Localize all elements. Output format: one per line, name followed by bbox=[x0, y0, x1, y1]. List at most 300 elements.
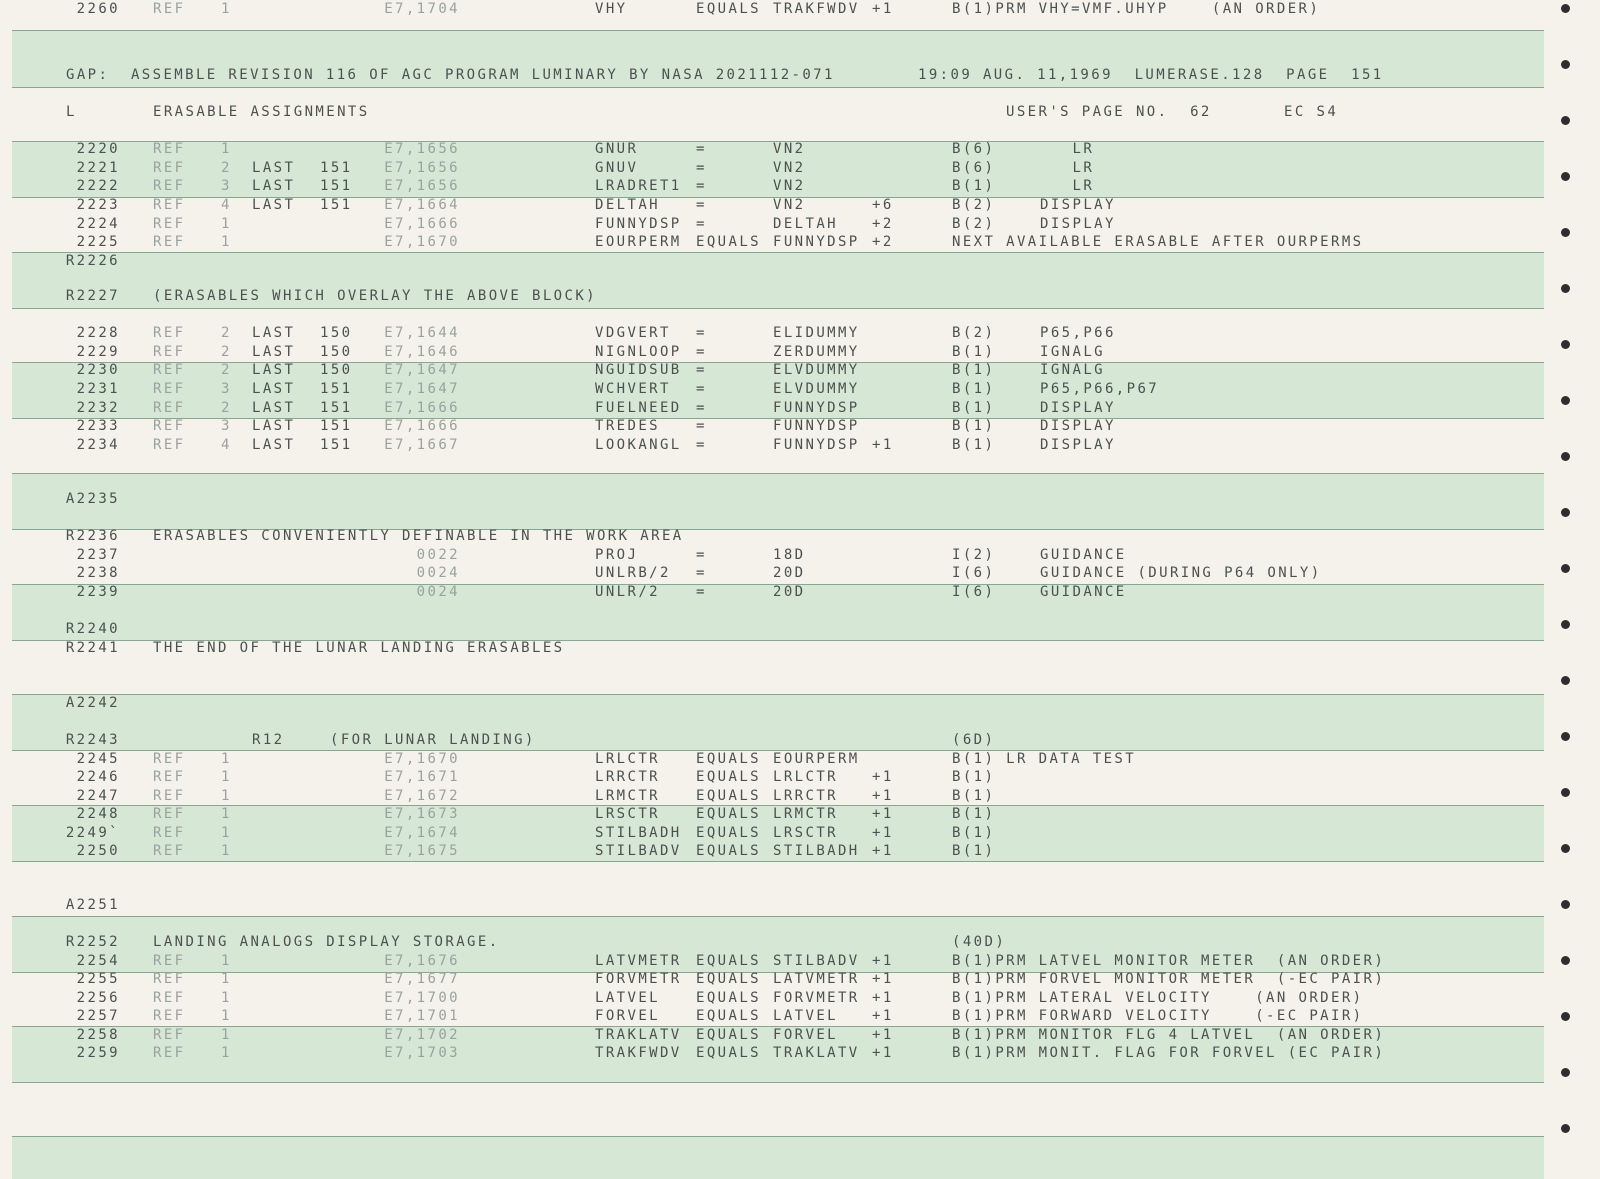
line-n: 2233 bbox=[76, 418, 120, 434]
line-op: EQUALS bbox=[696, 971, 761, 987]
line-n: 2234 bbox=[76, 437, 120, 453]
line-type: B(1)PRM FORVEL MONITOR METER (-EC PAIR) bbox=[952, 971, 1386, 987]
line-off: +1 bbox=[872, 1, 894, 17]
feed-hole bbox=[1561, 60, 1570, 69]
line-n: 2250 bbox=[76, 843, 120, 859]
line-cnt: 1 bbox=[221, 990, 232, 1006]
line-last: LAST bbox=[252, 362, 296, 378]
line-type: B(1)PRM MONIT. FLAG FOR FORVEL (EC PAIR) bbox=[952, 1045, 1386, 1061]
line-off: +1 bbox=[872, 806, 894, 822]
line-arg: VN2 bbox=[773, 160, 806, 176]
line-op: = bbox=[696, 178, 707, 194]
line-n: R2241 bbox=[65, 640, 120, 656]
line-n: A2242 bbox=[65, 695, 120, 711]
line-addr: 0024 bbox=[416, 565, 460, 581]
listing-line bbox=[0, 896, 1600, 915]
line-cnt: 1 bbox=[221, 843, 232, 859]
line-type: B(2) bbox=[952, 197, 996, 213]
line-cmt: LR bbox=[1040, 141, 1095, 157]
line-type: B(1) bbox=[952, 418, 996, 434]
line-ref: REF bbox=[153, 1008, 186, 1024]
line-last: LAST bbox=[252, 197, 296, 213]
line-lp: 151 bbox=[320, 437, 353, 453]
listing-line bbox=[0, 324, 1600, 343]
line-op: EQUALS bbox=[696, 1027, 761, 1043]
line-cnt: 1 bbox=[221, 1027, 232, 1043]
line-n: 2248 bbox=[76, 806, 120, 822]
line-type: B(1) LR DATA TEST bbox=[952, 751, 1137, 767]
line-addr: E7,1644 bbox=[384, 325, 460, 341]
line-op: = bbox=[696, 418, 707, 434]
line-addr: E7,1671 bbox=[384, 769, 460, 785]
line-arg: FUNNYDSP bbox=[773, 437, 860, 453]
line-addr: E7,1673 bbox=[384, 806, 460, 822]
line-sym: TREDES bbox=[595, 418, 660, 434]
line-last: LAST bbox=[252, 418, 296, 434]
line-arg: EOURPERM bbox=[773, 751, 860, 767]
line-n: R2243 bbox=[65, 732, 120, 748]
feed-hole bbox=[1561, 1124, 1570, 1133]
line-arg: FORVEL bbox=[773, 1027, 838, 1043]
line-n: 2222 bbox=[76, 178, 120, 194]
line-ref: REF bbox=[153, 234, 186, 250]
line-type: B(1) bbox=[952, 178, 996, 194]
line-op: = bbox=[696, 381, 707, 397]
line-n: R2240 bbox=[65, 621, 120, 637]
listing-line bbox=[0, 140, 1600, 159]
listing-line bbox=[0, 527, 1600, 546]
line-sym: STILBADV bbox=[595, 843, 682, 859]
line-off: +1 bbox=[872, 990, 894, 1006]
line-op: = bbox=[696, 197, 707, 213]
line-sym: LRADRET1 bbox=[595, 178, 682, 194]
line-type: B(1) bbox=[952, 362, 996, 378]
line-arg: FUNNYDSP bbox=[773, 418, 860, 434]
line-last: LAST bbox=[252, 437, 296, 453]
line-type: B(1)PRM LATVEL MONITOR METER (AN ORDER) bbox=[952, 953, 1386, 969]
line-cmt: LR bbox=[1040, 178, 1095, 194]
line-sym: WCHVERT bbox=[595, 381, 671, 397]
listing-line bbox=[0, 952, 1600, 971]
line-cnt: 3 bbox=[221, 178, 232, 194]
line-arg: STILBADH bbox=[773, 843, 860, 859]
line-cmt: GUIDANCE bbox=[1040, 547, 1127, 563]
line-type: B(2) bbox=[952, 325, 996, 341]
user-page-number: USER'S PAGE NO. 62 bbox=[1006, 104, 1212, 120]
line-sym: GNUR bbox=[595, 141, 639, 157]
line-n: R2236 bbox=[65, 528, 120, 544]
listing-line bbox=[0, 417, 1600, 436]
line-op: EQUALS bbox=[696, 234, 761, 250]
line-lp: 151 bbox=[320, 400, 353, 416]
line-type: B(1) bbox=[952, 400, 996, 416]
line-cmt: GUIDANCE bbox=[1040, 584, 1127, 600]
line-n: A2235 bbox=[65, 491, 120, 507]
line-op: EQUALS bbox=[696, 953, 761, 969]
line-off: +1 bbox=[872, 1045, 894, 1061]
line-type: B(1) bbox=[952, 381, 996, 397]
line-cnt: 1 bbox=[221, 971, 232, 987]
subheader-title: ERASABLE ASSIGNMENTS bbox=[153, 104, 370, 120]
line-op: EQUALS bbox=[696, 1045, 761, 1061]
listing-line bbox=[0, 287, 1600, 306]
line-lp: 150 bbox=[320, 362, 353, 378]
line-sym: FUELNEED bbox=[595, 400, 682, 416]
listing-line bbox=[0, 970, 1600, 989]
line-ref: REF bbox=[153, 1027, 186, 1043]
line-op: = bbox=[696, 362, 707, 378]
line-type: B(1) bbox=[952, 769, 996, 785]
listing-line bbox=[0, 159, 1600, 178]
rule bbox=[12, 30, 1544, 31]
line-lp: 151 bbox=[320, 178, 353, 194]
line-sym: DELTAH bbox=[595, 197, 660, 213]
line-n: 2230 bbox=[76, 362, 120, 378]
line-sym: TRAKLATV bbox=[595, 1027, 682, 1043]
line-op: = bbox=[696, 400, 707, 416]
line-sym: UNLR/2 bbox=[595, 584, 660, 600]
line-op: = bbox=[696, 437, 707, 453]
line-sym: LATVMETR bbox=[595, 953, 682, 969]
line-n: 2231 bbox=[76, 381, 120, 397]
listing-line bbox=[0, 233, 1600, 252]
line-cnt: 1 bbox=[221, 1045, 232, 1061]
line-sym: LOOKANGL bbox=[595, 437, 682, 453]
line-cnt: 1 bbox=[221, 1, 232, 17]
line-cnt: 4 bbox=[221, 437, 232, 453]
line-n: 2229 bbox=[76, 344, 120, 360]
line-arg: LRRCTR bbox=[773, 788, 838, 804]
line-arg: VN2 bbox=[773, 178, 806, 194]
line-cnt: 1 bbox=[221, 751, 232, 767]
line-n: 2228 bbox=[76, 325, 120, 341]
line-off: +1 bbox=[872, 1008, 894, 1024]
line-ref: REF bbox=[153, 381, 186, 397]
line-cnt: 1 bbox=[221, 216, 232, 232]
line-arg: LATVMETR bbox=[773, 971, 860, 987]
line-type: B(1)PRM LATERAL VELOCITY (AN ORDER) bbox=[952, 990, 1364, 1006]
line-sym: FUNNYDSP bbox=[595, 216, 682, 232]
listing-line bbox=[0, 252, 1600, 271]
line-type: B(6) bbox=[952, 141, 996, 157]
line-n: 2221 bbox=[76, 160, 120, 176]
feed-hole bbox=[1561, 116, 1570, 125]
line-arg: 20D bbox=[773, 565, 806, 581]
line-last: LAST bbox=[252, 400, 296, 416]
line-cmt: P65,P66,P67 bbox=[1040, 381, 1160, 397]
line-ref: REF bbox=[153, 400, 186, 416]
line-arg: DELTAH bbox=[773, 216, 838, 232]
listing-line bbox=[0, 564, 1600, 583]
line-ref: REF bbox=[153, 141, 186, 157]
feed-hole bbox=[1561, 508, 1570, 517]
line-op: EQUALS bbox=[696, 806, 761, 822]
line-cnt: 2 bbox=[221, 344, 232, 360]
line-off: +2 bbox=[872, 234, 894, 250]
line-addr: E7,1656 bbox=[384, 160, 460, 176]
line-op: EQUALS bbox=[696, 769, 761, 785]
line-text: THE END OF THE LUNAR LANDING ERASABLES bbox=[153, 640, 565, 656]
line-arg: FUNNYDSP bbox=[773, 234, 860, 250]
line-cmt: DISPLAY bbox=[1040, 400, 1116, 416]
listing-line bbox=[0, 787, 1600, 806]
line-addr: E7,1700 bbox=[384, 990, 460, 1006]
listing-line bbox=[0, 380, 1600, 399]
line-addr: E7,1664 bbox=[384, 197, 460, 213]
line-arg: VN2 bbox=[773, 141, 806, 157]
line-cnt: 1 bbox=[221, 1008, 232, 1024]
line-lp: 151 bbox=[320, 381, 353, 397]
line-last: LAST bbox=[252, 160, 296, 176]
line-arg: FORVMETR bbox=[773, 990, 860, 1006]
line-text: (ERASABLES WHICH OVERLAY THE ABOVE BLOCK) bbox=[153, 288, 597, 304]
line-n: 2255 bbox=[76, 971, 120, 987]
line-op: EQUALS bbox=[696, 1, 761, 17]
line-ref: REF bbox=[153, 178, 186, 194]
line-lp: 151 bbox=[320, 418, 353, 434]
line-off: +1 bbox=[872, 788, 894, 804]
listing-line bbox=[0, 399, 1600, 418]
line-type: (40D) bbox=[952, 934, 1007, 950]
line-addr: E7,1670 bbox=[384, 751, 460, 767]
line-type: B(1)PRM MONITOR FLG 4 LATVEL (AN ORDER) bbox=[952, 1027, 1386, 1043]
line-addr: 0024 bbox=[416, 584, 460, 600]
listing-line bbox=[0, 1044, 1600, 1063]
line-n: 2220 bbox=[76, 141, 120, 157]
line-ref: REF bbox=[153, 788, 186, 804]
line-addr: E7,1701 bbox=[384, 1008, 460, 1024]
line-n: 2239 bbox=[76, 584, 120, 600]
line-addr: E7,1703 bbox=[384, 1045, 460, 1061]
line-op: = bbox=[696, 325, 707, 341]
line-cmt: IGNALG bbox=[1040, 362, 1105, 378]
line-cmt: DISPLAY bbox=[1040, 437, 1116, 453]
listing-line bbox=[0, 639, 1600, 658]
line-n: 2254 bbox=[76, 953, 120, 969]
line-type: I(2) bbox=[952, 547, 996, 563]
line-sym: VHY bbox=[595, 1, 628, 17]
line-arg: ELVDUMMY bbox=[773, 381, 860, 397]
line-cnt: 1 bbox=[221, 806, 232, 822]
line-n: 2246 bbox=[76, 769, 120, 785]
line-cmt: DISPLAY bbox=[1040, 216, 1116, 232]
line-op: = bbox=[696, 160, 707, 176]
listing-line bbox=[0, 177, 1600, 196]
line-ref: REF bbox=[153, 362, 186, 378]
header-right: 19:09 AUG. 11,1969 LUMERASE.128 PAGE 151 bbox=[918, 67, 1384, 83]
line-addr: E7,1675 bbox=[384, 843, 460, 859]
line-cmt: LR bbox=[1040, 160, 1095, 176]
line-arg: VN2 bbox=[773, 197, 806, 213]
listing-line bbox=[0, 436, 1600, 455]
listing-line bbox=[0, 490, 1600, 509]
line-op: EQUALS bbox=[696, 825, 761, 841]
line-off: +1 bbox=[872, 953, 894, 969]
line-ref: REF bbox=[153, 806, 186, 822]
line-arg: LRMCTR bbox=[773, 806, 838, 822]
line-n: 2256 bbox=[76, 990, 120, 1006]
line-addr: E7,1666 bbox=[384, 400, 460, 416]
line-arg: 20D bbox=[773, 584, 806, 600]
line-type: B(1) bbox=[952, 806, 996, 822]
line-n: 2260 bbox=[76, 1, 120, 17]
listing-line bbox=[0, 583, 1600, 602]
line-cmt: DISPLAY bbox=[1040, 418, 1116, 434]
listing-line bbox=[0, 842, 1600, 861]
line-addr: E7,1704 bbox=[384, 1, 460, 17]
line-sym: STILBADH bbox=[595, 825, 682, 841]
listing-line bbox=[0, 989, 1600, 1008]
line-type: B(6) bbox=[952, 160, 996, 176]
line-cnt: 1 bbox=[221, 234, 232, 250]
line-arg: ELIDUMMY bbox=[773, 325, 860, 341]
feed-hole bbox=[1561, 1068, 1570, 1077]
rule bbox=[12, 916, 1544, 917]
rule bbox=[12, 473, 1544, 474]
line-text2: (FOR LUNAR LANDING) bbox=[330, 732, 536, 748]
line-arg: ELVDUMMY bbox=[773, 362, 860, 378]
rule bbox=[12, 87, 1544, 88]
rule bbox=[12, 1136, 1544, 1137]
line-arg: TRAKLATV bbox=[773, 1045, 860, 1061]
line-ref: REF bbox=[153, 1045, 186, 1061]
line-text: R12 bbox=[252, 732, 285, 748]
line-sym: PROJ bbox=[595, 547, 639, 563]
line-arg: STILBADV bbox=[773, 953, 860, 969]
line-ref: REF bbox=[153, 1, 186, 17]
line-sym: FORVMETR bbox=[595, 971, 682, 987]
line-op: EQUALS bbox=[696, 990, 761, 1006]
line-addr: E7,1647 bbox=[384, 362, 460, 378]
line-type: (6D) bbox=[952, 732, 996, 748]
line-cnt: 1 bbox=[221, 953, 232, 969]
line-type: NEXT AVAILABLE ERASABLE AFTER OURPERMS bbox=[952, 234, 1364, 250]
line-lp: 151 bbox=[320, 197, 353, 213]
line-n: 2238 bbox=[76, 565, 120, 581]
line-sym: EOURPERM bbox=[595, 234, 682, 250]
line-op: = bbox=[696, 584, 707, 600]
line-type: B(1) bbox=[952, 843, 996, 859]
line-off: +1 bbox=[872, 971, 894, 987]
line-arg: LRSCTR bbox=[773, 825, 838, 841]
line-last: LAST bbox=[252, 344, 296, 360]
line-n: 2258 bbox=[76, 1027, 120, 1043]
rule bbox=[12, 861, 1544, 862]
line-addr: E7,1667 bbox=[384, 437, 460, 453]
line-sym: GNUV bbox=[595, 160, 639, 176]
listing-line bbox=[0, 0, 1600, 19]
line-n: R2227 bbox=[65, 288, 120, 304]
line-cnt: 2 bbox=[221, 325, 232, 341]
line-ref: REF bbox=[153, 751, 186, 767]
line-lp: 150 bbox=[320, 325, 353, 341]
line-ref: REF bbox=[153, 344, 186, 360]
line-ref: REF bbox=[153, 953, 186, 969]
line-ref: REF bbox=[153, 825, 186, 841]
line-type: B(2) bbox=[952, 216, 996, 232]
listing-line bbox=[0, 546, 1600, 565]
line-addr: E7,1656 bbox=[384, 178, 460, 194]
line-arg: FUNNYDSP bbox=[773, 400, 860, 416]
line-ref: REF bbox=[153, 160, 186, 176]
line-text: LANDING ANALOGS DISPLAY STORAGE. bbox=[153, 934, 500, 950]
line-sym: LRLCTR bbox=[595, 751, 660, 767]
listing-line bbox=[0, 1007, 1600, 1026]
line-op: = bbox=[696, 344, 707, 360]
line-cnt: 4 bbox=[221, 197, 232, 213]
listing-line bbox=[0, 215, 1600, 234]
listing-line bbox=[0, 750, 1600, 769]
line-op: = bbox=[696, 547, 707, 563]
line-ref: REF bbox=[153, 971, 186, 987]
line-off: +1 bbox=[872, 843, 894, 859]
listing-line bbox=[0, 933, 1600, 952]
line-type: B(1)PRM VHY=VMF.UHYP (AN ORDER) bbox=[952, 1, 1321, 17]
line-addr: E7,1672 bbox=[384, 788, 460, 804]
feed-hole bbox=[1561, 676, 1570, 685]
line-addr: E7,1670 bbox=[384, 234, 460, 250]
line-cmt: P65,P66 bbox=[1040, 325, 1116, 341]
line-op: EQUALS bbox=[696, 843, 761, 859]
line-type: B(1) bbox=[952, 344, 996, 360]
line-off: +6 bbox=[872, 197, 894, 213]
line-ref: REF bbox=[153, 990, 186, 1006]
line-last: LAST bbox=[252, 381, 296, 397]
line-cnt: 1 bbox=[221, 825, 232, 841]
line-arg: ZERDUMMY bbox=[773, 344, 860, 360]
listing-line bbox=[0, 805, 1600, 824]
line-n: 2245 bbox=[76, 751, 120, 767]
line-lp: 150 bbox=[320, 344, 353, 360]
line-sym: VDGVERT bbox=[595, 325, 671, 341]
listing-line bbox=[0, 361, 1600, 380]
line-arg: TRAKFWDV bbox=[773, 1, 860, 17]
line-off: +1 bbox=[872, 1027, 894, 1043]
line-n: 2237 bbox=[76, 547, 120, 563]
line-arg: 18D bbox=[773, 547, 806, 563]
line-cnt: 1 bbox=[221, 141, 232, 157]
listing-line bbox=[0, 343, 1600, 362]
line-n: 2232 bbox=[76, 400, 120, 416]
line-addr: E7,1646 bbox=[384, 344, 460, 360]
line-addr: E7,1677 bbox=[384, 971, 460, 987]
listing-line bbox=[0, 196, 1600, 215]
listing-line bbox=[0, 694, 1600, 713]
line-cnt: 1 bbox=[221, 769, 232, 785]
listing-line bbox=[0, 1026, 1600, 1045]
header-left: GAP: ASSEMBLE REVISION 116 OF AGC PROGRAM LUMINARY BY NASA 2021112-071 bbox=[66, 67, 835, 83]
line-type: B(1) bbox=[952, 788, 996, 804]
line-ref: REF bbox=[153, 437, 186, 453]
line-op: = bbox=[696, 141, 707, 157]
subheader-code: L bbox=[66, 104, 77, 120]
line-last: LAST bbox=[252, 178, 296, 194]
line-n: 2249` bbox=[65, 825, 120, 841]
line-addr: E7,1647 bbox=[384, 381, 460, 397]
line-n: R2252 bbox=[65, 934, 120, 950]
line-last: LAST bbox=[252, 325, 296, 341]
line-addr: 0022 bbox=[416, 547, 460, 563]
line-sym: LRSCTR bbox=[595, 806, 660, 822]
line-cmt: DISPLAY bbox=[1040, 197, 1116, 213]
line-type: B(1) bbox=[952, 825, 996, 841]
line-ref: REF bbox=[153, 769, 186, 785]
line-sym: NIGNLOOP bbox=[595, 344, 682, 360]
line-cnt: 2 bbox=[221, 362, 232, 378]
line-type: B(1)PRM FORWARD VELOCITY (-EC PAIR) bbox=[952, 1008, 1364, 1024]
line-sym: TRAKFWDV bbox=[595, 1045, 682, 1061]
line-ref: REF bbox=[153, 325, 186, 341]
